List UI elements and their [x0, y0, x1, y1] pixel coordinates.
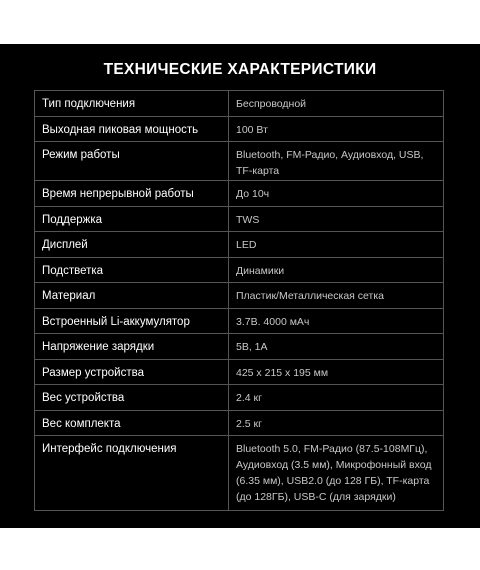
- spec-label: Дисплей: [35, 232, 229, 258]
- page-title: ТЕХНИЧЕСКИЕ ХАРАКТЕРИСТИКИ: [103, 61, 377, 78]
- spec-value: 425 x 215 x 195 мм: [229, 359, 444, 385]
- spec-table: [34, 90, 444, 511]
- spec-value: До 10ч: [229, 181, 444, 207]
- table-row: [35, 257, 444, 283]
- spec-label: Встроенный Li-аккумулятор: [35, 308, 229, 334]
- spec-label: Режим работы: [35, 142, 229, 181]
- spec-value: TWS: [229, 206, 444, 232]
- table-row: [35, 206, 444, 232]
- spec-value: Пластик/Металлическая сетка: [229, 283, 444, 309]
- spec-label: Время непрерывной работы: [35, 181, 229, 207]
- spec-value: Bluetooth, FM-Радио, Аудиовход, USB, TF-карта: [229, 142, 444, 181]
- spec-panel: [0, 44, 480, 528]
- table-row: [35, 436, 444, 511]
- spec-label: Вес устройства: [35, 385, 229, 411]
- spec-value: 100 Вт: [229, 116, 444, 142]
- spec-label: Материал: [35, 283, 229, 309]
- table-row: [35, 334, 444, 360]
- table-row: [35, 410, 444, 436]
- spec-label: Тип подключения: [35, 91, 229, 117]
- table-row: [35, 181, 444, 207]
- spec-label: Размер устройства: [35, 359, 229, 385]
- spec-value: Bluetooth 5.0, FM-Радио (87.5-108МГц), Аудиовход (3.5 мм), Микрофонный вход (6.35 мм), USB2.0 (до 128 ГБ), TF-карта (до 128ГБ), USB-C (для зарядки): [229, 436, 444, 511]
- table-row: [35, 91, 444, 117]
- spec-value: Беспроводной: [229, 91, 444, 117]
- spec-label: Подстветка: [35, 257, 229, 283]
- spec-value: Динамики: [229, 257, 444, 283]
- spec-label: Поддержка: [35, 206, 229, 232]
- spec-label: Вес комплекта: [35, 410, 229, 436]
- spec-value: 2.5 кг: [229, 410, 444, 436]
- table-row: [35, 232, 444, 258]
- table-row: [35, 283, 444, 309]
- spec-label: Напряжение зарядки: [35, 334, 229, 360]
- spec-value: LED: [229, 232, 444, 258]
- spec-label: Выходная пиковая мощность: [35, 116, 229, 142]
- spec-value: 3.7В. 4000 мАч: [229, 308, 444, 334]
- table-row: [35, 116, 444, 142]
- table-row: [35, 359, 444, 385]
- table-row: [35, 308, 444, 334]
- spec-label: Интерфейс подключения: [35, 436, 229, 511]
- spec-value: 5В, 1А: [229, 334, 444, 360]
- table-row: [35, 385, 444, 411]
- table-row: [35, 142, 444, 181]
- spec-value: 2.4 кг: [229, 385, 444, 411]
